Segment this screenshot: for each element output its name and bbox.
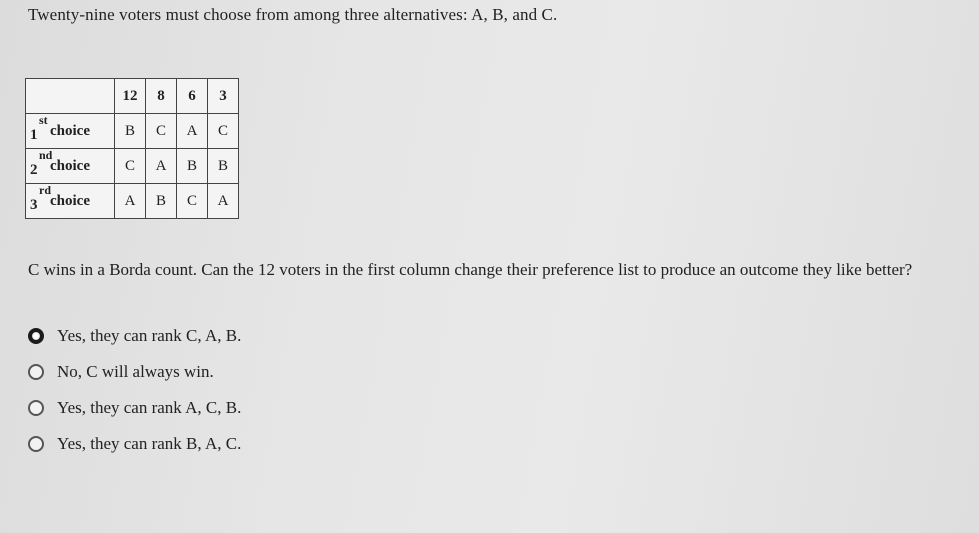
row-label-first-choice: 1 st choice xyxy=(26,114,115,149)
voter-count-header: 8 xyxy=(146,79,177,114)
radio-button[interactable] xyxy=(28,328,44,344)
table-cell: A xyxy=(115,184,146,219)
answer-option-4[interactable] xyxy=(25,426,241,462)
voter-count-header: 12 xyxy=(115,79,146,114)
ordinal-number: 3 rd xyxy=(30,182,51,213)
row-label-second-choice: 2 nd choice xyxy=(26,149,115,184)
table-cell: C xyxy=(146,114,177,149)
row-label-third-choice: 3 rd choice xyxy=(26,184,115,219)
table-row xyxy=(26,184,239,219)
ordinal-number: 1 st xyxy=(30,112,48,143)
table-row xyxy=(26,114,239,149)
table-header-row xyxy=(26,79,239,114)
table-cell: C xyxy=(177,184,208,219)
prompt-text: C wins in a Borda count. Can the 12 voters in the first column change their preference list to produce an outcome they like better? xyxy=(28,260,913,279)
table-cell: C xyxy=(208,114,239,149)
option-label[interactable]: No, C will always win. xyxy=(57,362,214,381)
option-label[interactable]: Yes, they can rank A, C, B. xyxy=(57,398,242,417)
preference-table xyxy=(25,78,239,219)
answer-options xyxy=(25,318,241,462)
radio-button[interactable] xyxy=(28,436,44,452)
table-cell: C xyxy=(115,149,146,184)
ordinal-number: 2 nd xyxy=(30,147,53,178)
voter-count-header: 6 xyxy=(177,79,208,114)
table-cell: A xyxy=(208,184,239,219)
radio-button[interactable] xyxy=(28,364,44,380)
table-corner-cell xyxy=(26,79,115,114)
answer-option-2[interactable] xyxy=(25,354,241,390)
option-label[interactable]: Yes, they can rank C, A, B. xyxy=(57,326,242,345)
answer-option-1[interactable] xyxy=(25,318,241,354)
table-cell: B xyxy=(146,184,177,219)
table-cell: B xyxy=(115,114,146,149)
question-text: Twenty-nine voters must choose from among three alternatives: A, B, and C. xyxy=(28,5,558,24)
option-label[interactable]: Yes, they can rank B, A, C. xyxy=(57,434,242,453)
table-cell: B xyxy=(208,149,239,184)
table-row xyxy=(26,149,239,184)
voter-count-header: 3 xyxy=(208,79,239,114)
table-cell: B xyxy=(177,149,208,184)
answer-option-3[interactable] xyxy=(25,390,241,426)
table-cell: A xyxy=(177,114,208,149)
radio-button[interactable] xyxy=(28,400,44,416)
table-cell: A xyxy=(146,149,177,184)
